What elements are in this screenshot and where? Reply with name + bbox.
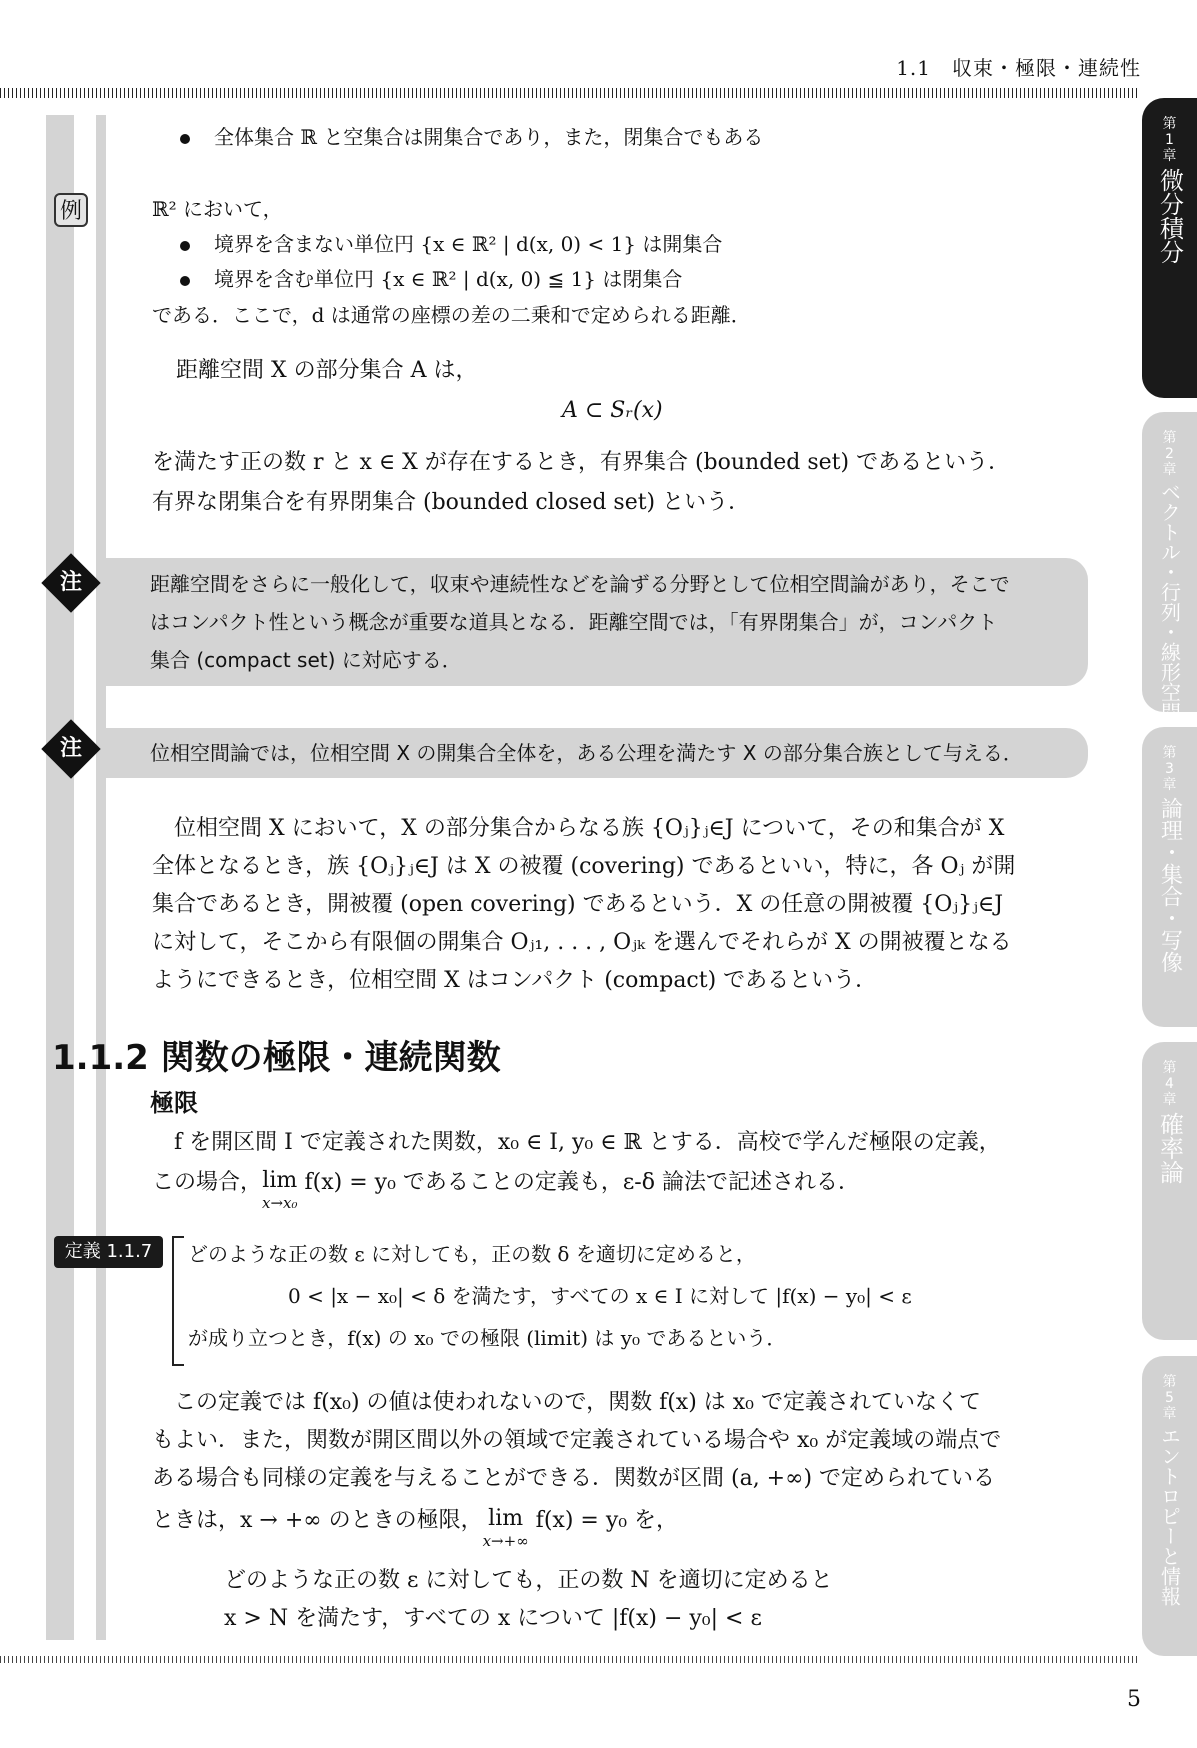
example-intro: ℝ² において， (152, 197, 283, 221)
note-text: 位相空間論では，位相空間 X の開集合全体を，ある公理を満たす X の部分集合族として与える． (150, 741, 1023, 765)
limit-operator: lim x→x₀ (262, 1168, 298, 1212)
section-heading: 1.1.2 関数の極限・連続関数 (52, 1038, 501, 1078)
definition-line: 0 < |x − x₀| < δ を満たす，すべての x ∈ I に対して |f(x) − y₀| < ε (288, 1284, 912, 1308)
running-header: 1.1 収束・極限・連続性 (896, 56, 1141, 80)
note-text: 距離空間をさらに一般化して，収束や連続性などを論ずる分野として位相空間論があり，そこで はコンパクト性という概念が重要な道具となる．距離空間では，「有界閉集合」が，コンパクト 集合 (compact set) に対応する． (150, 572, 1010, 672)
example-badge: 例 (54, 193, 88, 227)
subsection-heading: 極限 (150, 1089, 198, 1117)
compactness-paragraph: 位相空間 X において，X の部分集合からなる族 {Oⱼ}ⱼ∈J について，その和集合が X 全体となるとき，族 {Oⱼ}ⱼ∈J は X の被覆 (covering) であるといい，特に，各 Oⱼ が開 集合であるとき，開被覆 (open covering) であるという．X の任意の開被覆 {Oⱼ}ⱼ∈J に対して，そこから有限個の開集合 Oⱼ₁, . . . , Oⱼₖ を選んでそれらが X の開被覆となる ようにできるとき，位相空間 X はコンパクト (compact) であるという． (152, 816, 1016, 993)
example-conclusion: である．ここで，d は通常の座標の差の二乗和で定められる距離． (152, 303, 751, 327)
paragraph: f を開区間 I で定義された関数，x₀ ∈ I, y₀ ∈ ℝ とする．高校で学んだ極限の定義， (152, 1130, 1001, 1155)
left-inner-bar (96, 115, 106, 1640)
chapter-tab-4[interactable] (1142, 1042, 1197, 1340)
bullet-icon (180, 134, 190, 144)
display-formula: A ⊂ Sᵣ(x) (562, 398, 663, 423)
chapter-title: 論理・集合・写像 (1157, 797, 1183, 973)
chapter-title: エントロピーと情報 (1157, 1426, 1182, 1606)
page-number: 5 (1127, 1687, 1141, 1712)
chapter-number: 第 2 章 (1162, 430, 1177, 478)
chapter-title: 微分積分 (1155, 168, 1184, 264)
definition-bracket (172, 1236, 184, 1366)
bullet-icon (180, 276, 190, 286)
chapter-tab-2[interactable] (1142, 412, 1197, 722)
paragraph: を満たす正の数 r と x ∈ X が存在するとき，有界集合 (bounded set) であるという． (152, 450, 1011, 475)
definition-line: が成り立つとき，f(x) の x₀ での極限 (limit) は y₀ であるという． (188, 1326, 787, 1350)
limit-operator: lim x→+∞ (482, 1506, 529, 1550)
definition-line: どのような正の数 ε に対しても，正の数 δ を適切に定めると， (188, 1242, 756, 1266)
note-box (98, 558, 1088, 686)
left-margin-bar (46, 115, 74, 1640)
definition-line: x > N を満たす，すべての x について |f(x) − y₀| < ε (224, 1606, 762, 1631)
chapter-number: 第 5 章 (1162, 1374, 1177, 1422)
bullet-icon (180, 241, 190, 251)
paragraph: ときは，x → +∞ のときの極限， lim x→+∞ f(x) = y₀ を， (152, 1502, 678, 1549)
definition-line: どのような正の数 ε に対しても，正の数 N を適切に定めると (224, 1568, 833, 1593)
chapter-tab-1[interactable] (1142, 98, 1197, 398)
paragraph: この定義では f(x₀) の値は使われないので，関数 f(x) は x₀ で定義されていなくて もよい．また，関数が開区間以外の領域で定義されている場合や x₀ が定義域の端点で ある場合も同様の定義を与えることができる．関数が区間 (a, +∞) で定められている (152, 1390, 1002, 1491)
list-item: 境界を含む単位円 {x ∈ ℝ² | d(x, 0) ≦ 1} は閉集合 (180, 260, 682, 298)
chapter-tab-3[interactable] (1142, 727, 1197, 1027)
note-box (98, 728, 1088, 778)
footer-rule (0, 1656, 1140, 1663)
chapter-number: 第 1 章 (1162, 116, 1177, 164)
definition-label: 定義 1.1.7 (54, 1236, 163, 1268)
note-icon: 注 (50, 728, 92, 770)
chapter-number: 第 3 章 (1162, 745, 1177, 793)
chapter-tab-5[interactable] (1142, 1356, 1197, 1656)
paragraph: 有界な閉集合を有界閉集合 (bounded closed set) という． (152, 490, 751, 515)
note-icon: 注 (50, 562, 92, 604)
chapter-title: ベクトル・行列・線形空間 (1157, 482, 1182, 722)
chapter-number: 第 4 章 (1162, 1060, 1177, 1108)
paragraph: この場合， lim x→x₀ f(x) = y₀ であることの定義も，ε-δ 論法で記述される． (152, 1164, 860, 1211)
paragraph: 距離空間 X の部分集合 A は， (176, 358, 478, 383)
header-rule (0, 88, 1140, 98)
list-item: 全体集合 ℝ と空集合は開集合であり，また，閉集合でもある (180, 118, 763, 156)
list-item: 境界を含まない単位円 {x ∈ ℝ² | d(x, 0) < 1} は開集合 (180, 225, 722, 263)
chapter-title: 確率論 (1155, 1112, 1184, 1184)
